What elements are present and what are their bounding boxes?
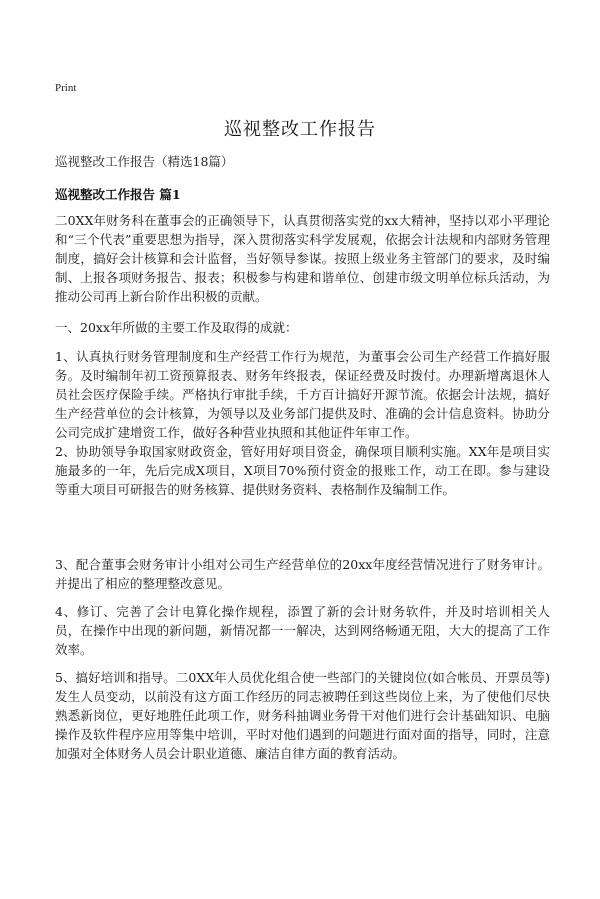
paragraph-item-5: 5、搞好培训和指导。二0XX年人员优化组合使一些部门的关键岗位(如合帐员、开票员等)发生人员变动，以前没有这方面工作经历的同志被聘任到这些岗位上来，为了使他们尽快熟悉新岗位，更好地胜任此项工作，财务科抽调业务骨干对他们进行会计基础知识、电脑操作及软件程序应用等集中培训，平时对他们遇到的问题进行面对面的指导，同时，注意加强对全体财务人员会计职业道德、廉洁自律方面的教育活动。 [55,670,550,761]
print-label: Print [55,82,77,94]
paragraph-item-3: 3、配合董事会财务审计小组对公司生产经营单位的20xx年度经营情况进行了财务审计。并提出了相应的整理整改意见。 [55,557,550,591]
document-subtitle: 巡视整改工作报告（精选18篇） [55,154,234,169]
paragraph-achievements-heading: 一、20xx年所做的主要工作及取得的成就： [55,320,298,335]
paragraph-item-4: 4、修订、完善了会计电算化操作规程，添置了新的会计财务软件，并及时培训相关人员，在操作中出现的新问题，新情况都一一解决，达到网络畅通无阻，大大的提高了工作效率。 [55,604,550,657]
paragraph-intro: 二0XX年财务科在董事会的正确领导下，认真贯彻落实党的xx大精神，坚持以邓小平理论和“三个代表”重要思想为指导，深入贯彻落实科学发展观，依据会计法规和内部财务管理制度，搞好会计核算和会计监督，当好领导参谋。按照上级业务主管部门的要求，及时编制、上报各项财务报告、报表；积极参与构建和谐单位、创建市级文明单位标兵活动，为推动公司再上新台阶作出积极的贡献。 [55,213,550,304]
section-heading: 巡视整改工作报告 篇1 [55,187,181,202]
document-title: 巡视整改工作报告 [224,119,376,140]
paragraph-item-1: 1、认真执行财务管理制度和生产经营工作行为规范，为董事会公司生产经营工作搞好服务。及时编制年初工资预算报表、财务年终报表，保证经费及时拨付。办理新增离退休人员社会医疗保险手续。严格执行审批手续，千方百计搞好开源节流。依据会计法规，搞好生产经营单位的会计核算，为领导以及业务部门提供及时、准确的会计信息资料。协助分公司完成扩建增资工作，做好各种营业执照和其他证件年审工作。 [55,349,550,440]
paragraph-item-2: 2、协助领导争取国家财政资金，管好用好项目资金，确保项目顺利实施。XX年是项目实施最多的一年，先后完成X项目，X项目70%预付资金的报账工作，动工在即。参与建设等重大项目可研报告的财务核算、提供财务资料、表格制作及编制工作。 [55,444,550,497]
